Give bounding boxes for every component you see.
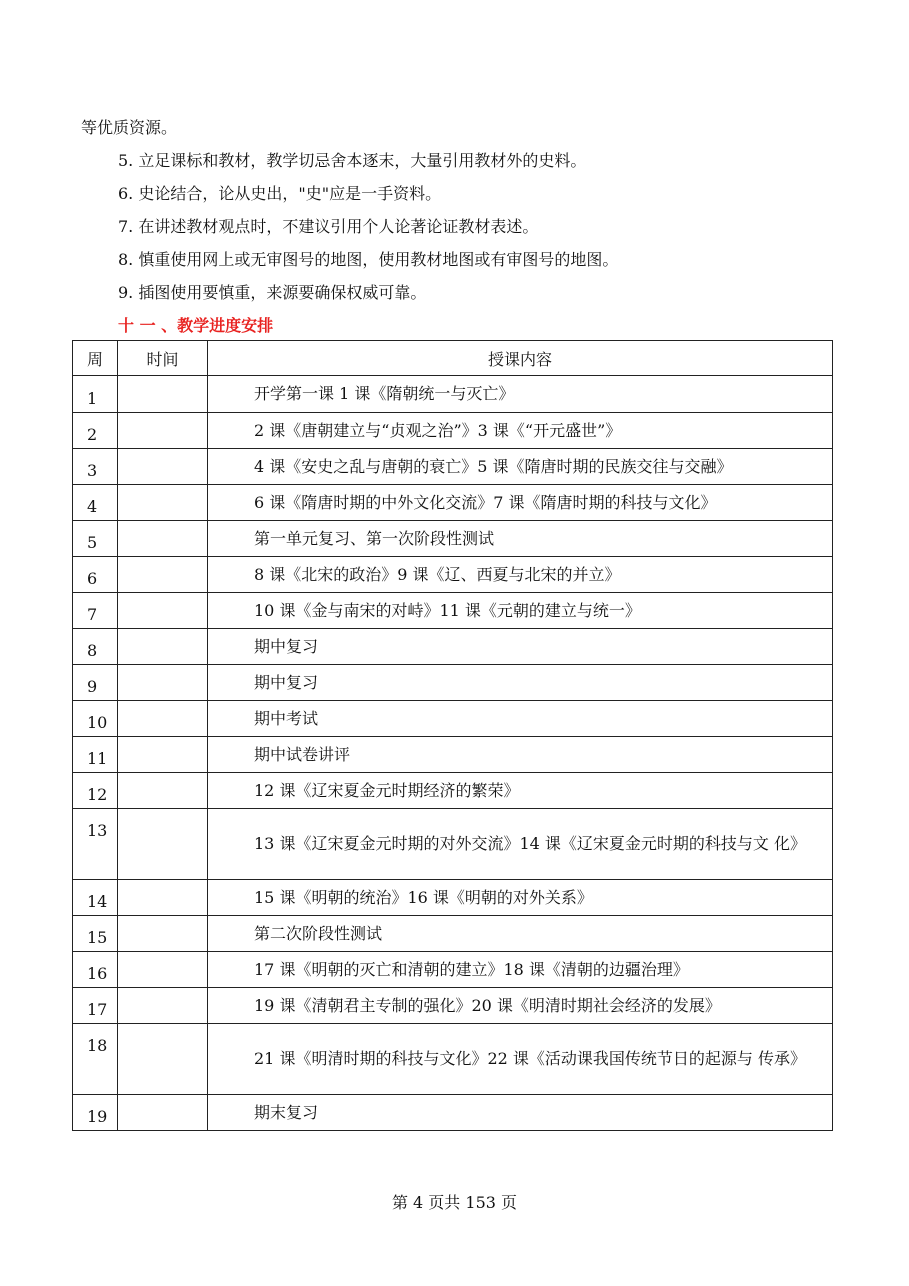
table-row — [73, 521, 833, 557]
content-cell: 8 课《北宋的政治》9 课《辽、西夏与北宋的并立》 — [208, 557, 833, 593]
content-cell: 12 课《辽宋夏金元时期经济的繁荣》 — [208, 773, 833, 809]
table-row — [73, 952, 833, 988]
header-content: 授课内容 — [208, 341, 833, 376]
content-cell: 4 课《安史之乱与唐朝的衰亡》5 课《隋唐时期的民族交往与交融》 — [208, 449, 833, 485]
time-cell — [118, 665, 208, 701]
content-cell: 期末复习 — [208, 1095, 833, 1131]
week-cell: 18 — [73, 1024, 118, 1095]
content-cell: 期中复习 — [208, 665, 833, 701]
week-cell: 6 — [73, 557, 118, 593]
week-cell: 11 — [73, 737, 118, 773]
table-row — [73, 701, 833, 737]
content-cell: 期中试卷讲评 — [208, 737, 833, 773]
week-cell: 19 — [73, 1095, 118, 1131]
time-cell — [118, 1095, 208, 1131]
time-cell — [118, 701, 208, 737]
content-cell: 13 课《辽宋夏金元时期的对外交流》14 课《辽宋夏金元时期的科技与文 化》 — [208, 809, 833, 880]
week-cell: 7 — [73, 593, 118, 629]
table-row — [73, 916, 833, 952]
week-cell: 10 — [73, 701, 118, 737]
time-cell — [118, 880, 208, 916]
intro-line: 5. 立足课标和教材，教学切忌舍本逐末，大量引用教材外的史料。 — [118, 151, 587, 170]
content-cell: 6 课《隋唐时期的中外文化交流》7 课《隋唐时期的科技与文化》 — [208, 485, 833, 521]
content-cell: 19 课《清朝君主专制的强化》20 课《明清时期社会经济的发展》 — [208, 988, 833, 1024]
table-row — [73, 773, 833, 809]
week-cell: 12 — [73, 773, 118, 809]
content-cell: 17 课《明朝的灭亡和清朝的建立》18 课《清朝的边疆治理》 — [208, 952, 833, 988]
content-cell: 第二次阶段性测试 — [208, 916, 833, 952]
week-cell: 1 — [73, 376, 118, 413]
header-time: 时间 — [118, 341, 208, 376]
table-row — [73, 1024, 833, 1095]
schedule-table — [72, 340, 833, 1131]
week-cell: 4 — [73, 485, 118, 521]
week-cell: 17 — [73, 988, 118, 1024]
content-cell: 期中复习 — [208, 629, 833, 665]
content-cell: 期中考试 — [208, 701, 833, 737]
content-cell: 21 课《明清时期的科技与文化》22 课《活动课我国传统节日的起源与 传承》 — [208, 1024, 833, 1095]
time-cell — [118, 376, 208, 413]
time-cell — [118, 737, 208, 773]
time-cell — [118, 413, 208, 449]
table-row — [73, 485, 833, 521]
week-cell: 2 — [73, 413, 118, 449]
table-row — [73, 593, 833, 629]
time-cell — [118, 629, 208, 665]
table-row — [73, 1095, 833, 1131]
section-heading: 十 一 、教学进度安排 — [118, 316, 274, 335]
time-cell — [118, 521, 208, 557]
content-cell: 15 课《明朝的统治》16 课《明朝的对外关系》 — [208, 880, 833, 916]
header-week: 周 — [73, 341, 118, 376]
table-row — [73, 413, 833, 449]
page-footer: 第 4 页共 153 页 — [391, 1193, 518, 1212]
time-cell — [118, 557, 208, 593]
week-cell: 5 — [73, 521, 118, 557]
time-cell — [118, 449, 208, 485]
intro-line: 6. 史论结合，论从史出，"史"应是一手资料。 — [118, 184, 442, 203]
table-row — [73, 809, 833, 880]
time-cell — [118, 916, 208, 952]
intro-line: 7. 在讲述教材观点时，不建议引用个人论著论证教材表述。 — [118, 217, 539, 236]
intro-line: 8. 慎重使用网上或无审图号的地图，使用教材地图或有审图号的地图。 — [118, 250, 619, 269]
intro-line: 等优质资源。 — [81, 118, 178, 137]
content-cell: 开学第一课 1 课《隋朝统一与灭亡》 — [208, 376, 833, 413]
week-cell: 3 — [73, 449, 118, 485]
table-row — [73, 988, 833, 1024]
week-cell: 13 — [73, 809, 118, 880]
time-cell — [118, 988, 208, 1024]
table-header-row — [73, 341, 833, 376]
table-row — [73, 557, 833, 593]
intro-line: 9. 插图使用要慎重，来源要确保权威可靠。 — [118, 283, 427, 302]
week-cell: 14 — [73, 880, 118, 916]
week-cell: 15 — [73, 916, 118, 952]
content-cell: 第一单元复习、第一次阶段性测试 — [208, 521, 833, 557]
table-row — [73, 449, 833, 485]
table-row — [73, 880, 833, 916]
content-cell: 2 课《唐朝建立与“贞观之治”》3 课《“开元盛世”》 — [208, 413, 833, 449]
time-cell — [118, 485, 208, 521]
time-cell — [118, 1024, 208, 1095]
time-cell — [118, 952, 208, 988]
week-cell: 16 — [73, 952, 118, 988]
week-cell: 8 — [73, 629, 118, 665]
time-cell — [118, 809, 208, 880]
table-row — [73, 665, 833, 701]
table-row — [73, 376, 833, 413]
content-cell: 10 课《金与南宋的对峙》11 课《元朝的建立与统一》 — [208, 593, 833, 629]
week-cell: 9 — [73, 665, 118, 701]
table-row — [73, 629, 833, 665]
table-row — [73, 737, 833, 773]
time-cell — [118, 593, 208, 629]
time-cell — [118, 773, 208, 809]
